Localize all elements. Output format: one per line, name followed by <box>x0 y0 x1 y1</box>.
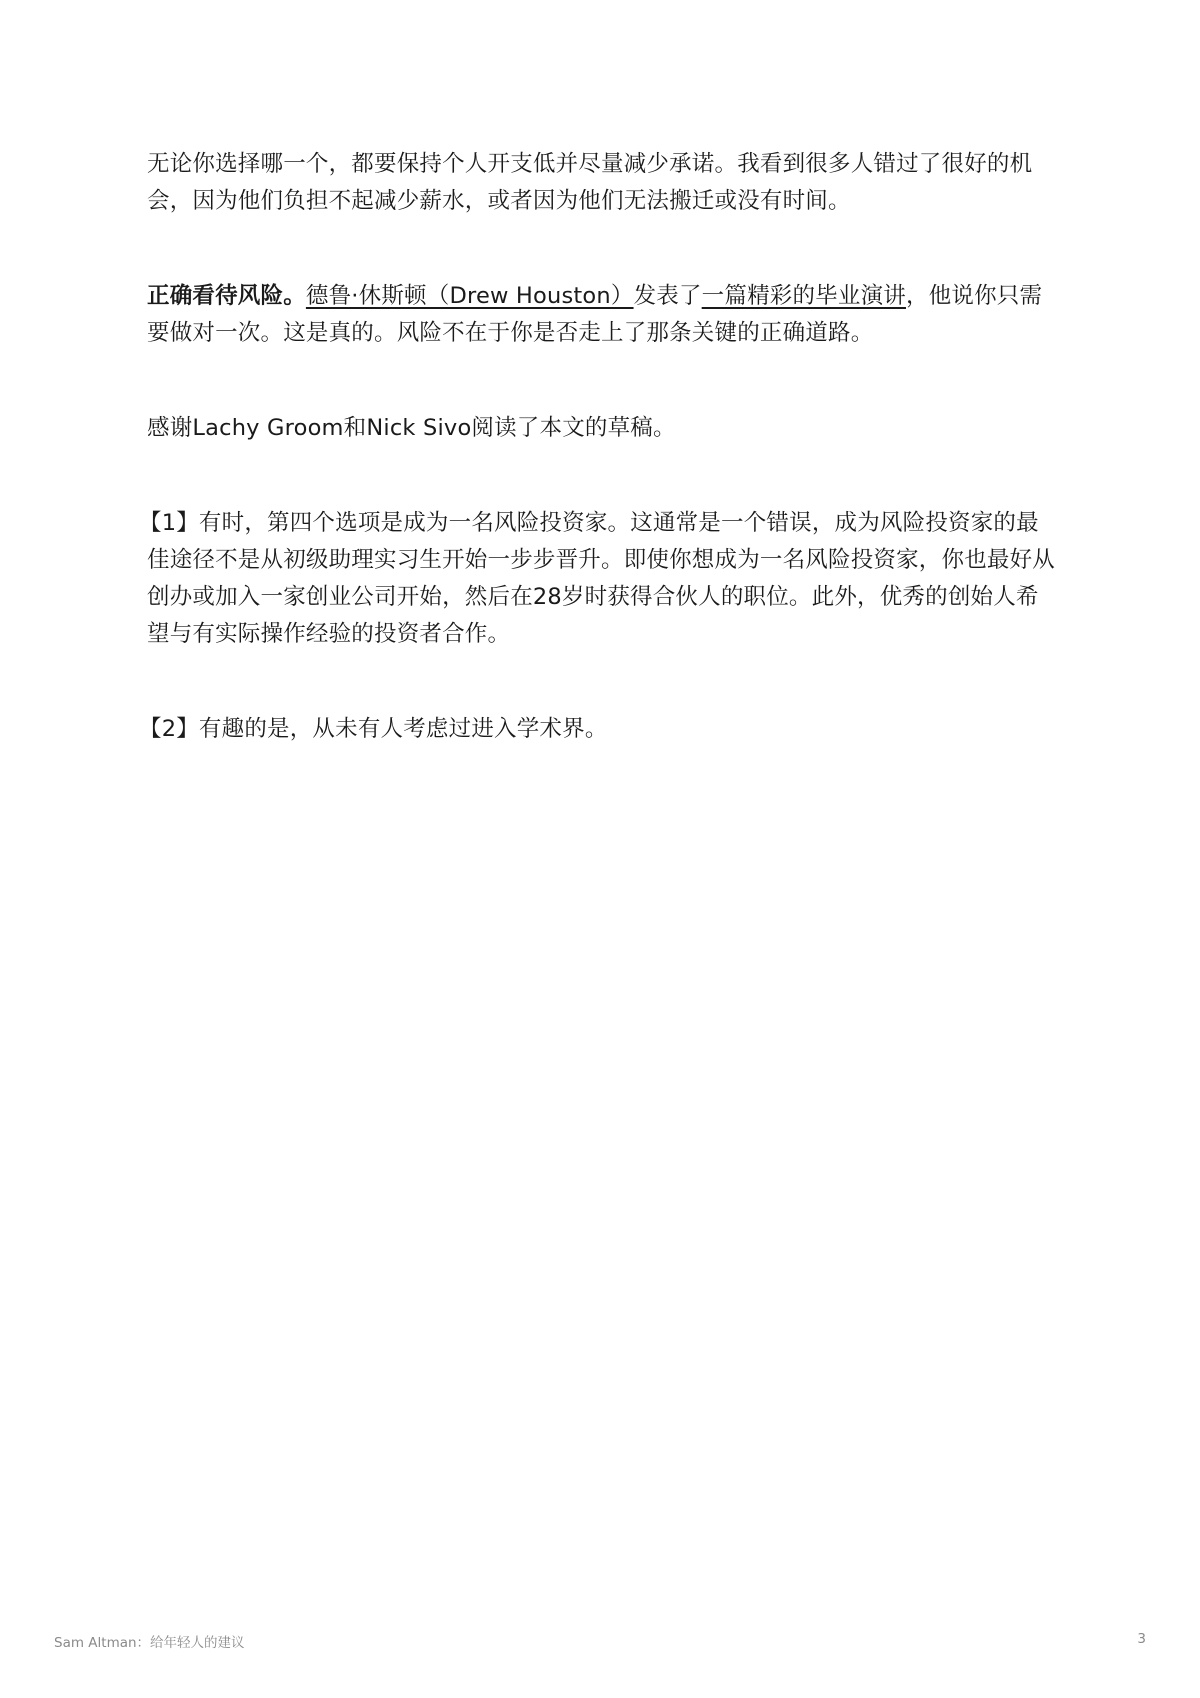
acknowledgements-text: 感谢Lachy Groom和Nick Sivo阅读了本文的草稿。 <box>147 415 676 441</box>
paragraph-expenses-text: 无论你选择哪一个，都要保持个人开支低并尽量减少承诺。我看到很多人错过了很好的机会，因为他们负担不起减少薪水，或者因为他们无法搬迁或没有时间。 <box>147 151 1033 214</box>
page-content <box>139 146 1057 748</box>
page-footer <box>0 1631 1200 1651</box>
footnote-2 <box>139 711 1057 748</box>
footnote-1-text: 有时，第四个选项是成为一名风险投资家。这通常是一个错误，成为风险投资家的最佳途径不是从初级助理实习生开始一步步晋升。即使你想成为一名风险投资家，你也最好从创办或加入一家创业公司开始，然后在28岁时获得合伙人的职位。此外，优秀的创始人希望与有实际操作经验的投资者合作。 <box>147 510 1056 647</box>
page-number: 3 <box>1137 1631 1146 1647</box>
footnote-1 <box>139 505 1057 653</box>
paragraph-acknowledgements <box>147 410 1057 447</box>
paragraph-expenses <box>147 146 1057 220</box>
drew-houston-link[interactable]: 德鲁·休斯顿（Drew Houston） <box>305 283 634 309</box>
footnote-2-marker: 【2】 <box>139 716 199 742</box>
footnote-1-marker: 【1】 <box>139 510 199 536</box>
commencement-speech-link[interactable]: 一篇精彩的毕业演讲 <box>701 283 906 309</box>
paragraph-risk <box>147 278 1057 352</box>
risk-text-1: 发表了 <box>633 283 702 309</box>
footnote-2-text: 有趣的是，从未有人考虑过进入学术界。 <box>198 716 608 742</box>
footer-title: Sam Altman：给年轻人的建议 <box>54 1635 245 1651</box>
risk-heading: 正确看待风险。 <box>147 283 306 309</box>
risk-text-2: ，他说你只需要做对一次。这是真的。风险不在于你是否走上了那条关键的正确道路。 <box>147 283 1043 346</box>
